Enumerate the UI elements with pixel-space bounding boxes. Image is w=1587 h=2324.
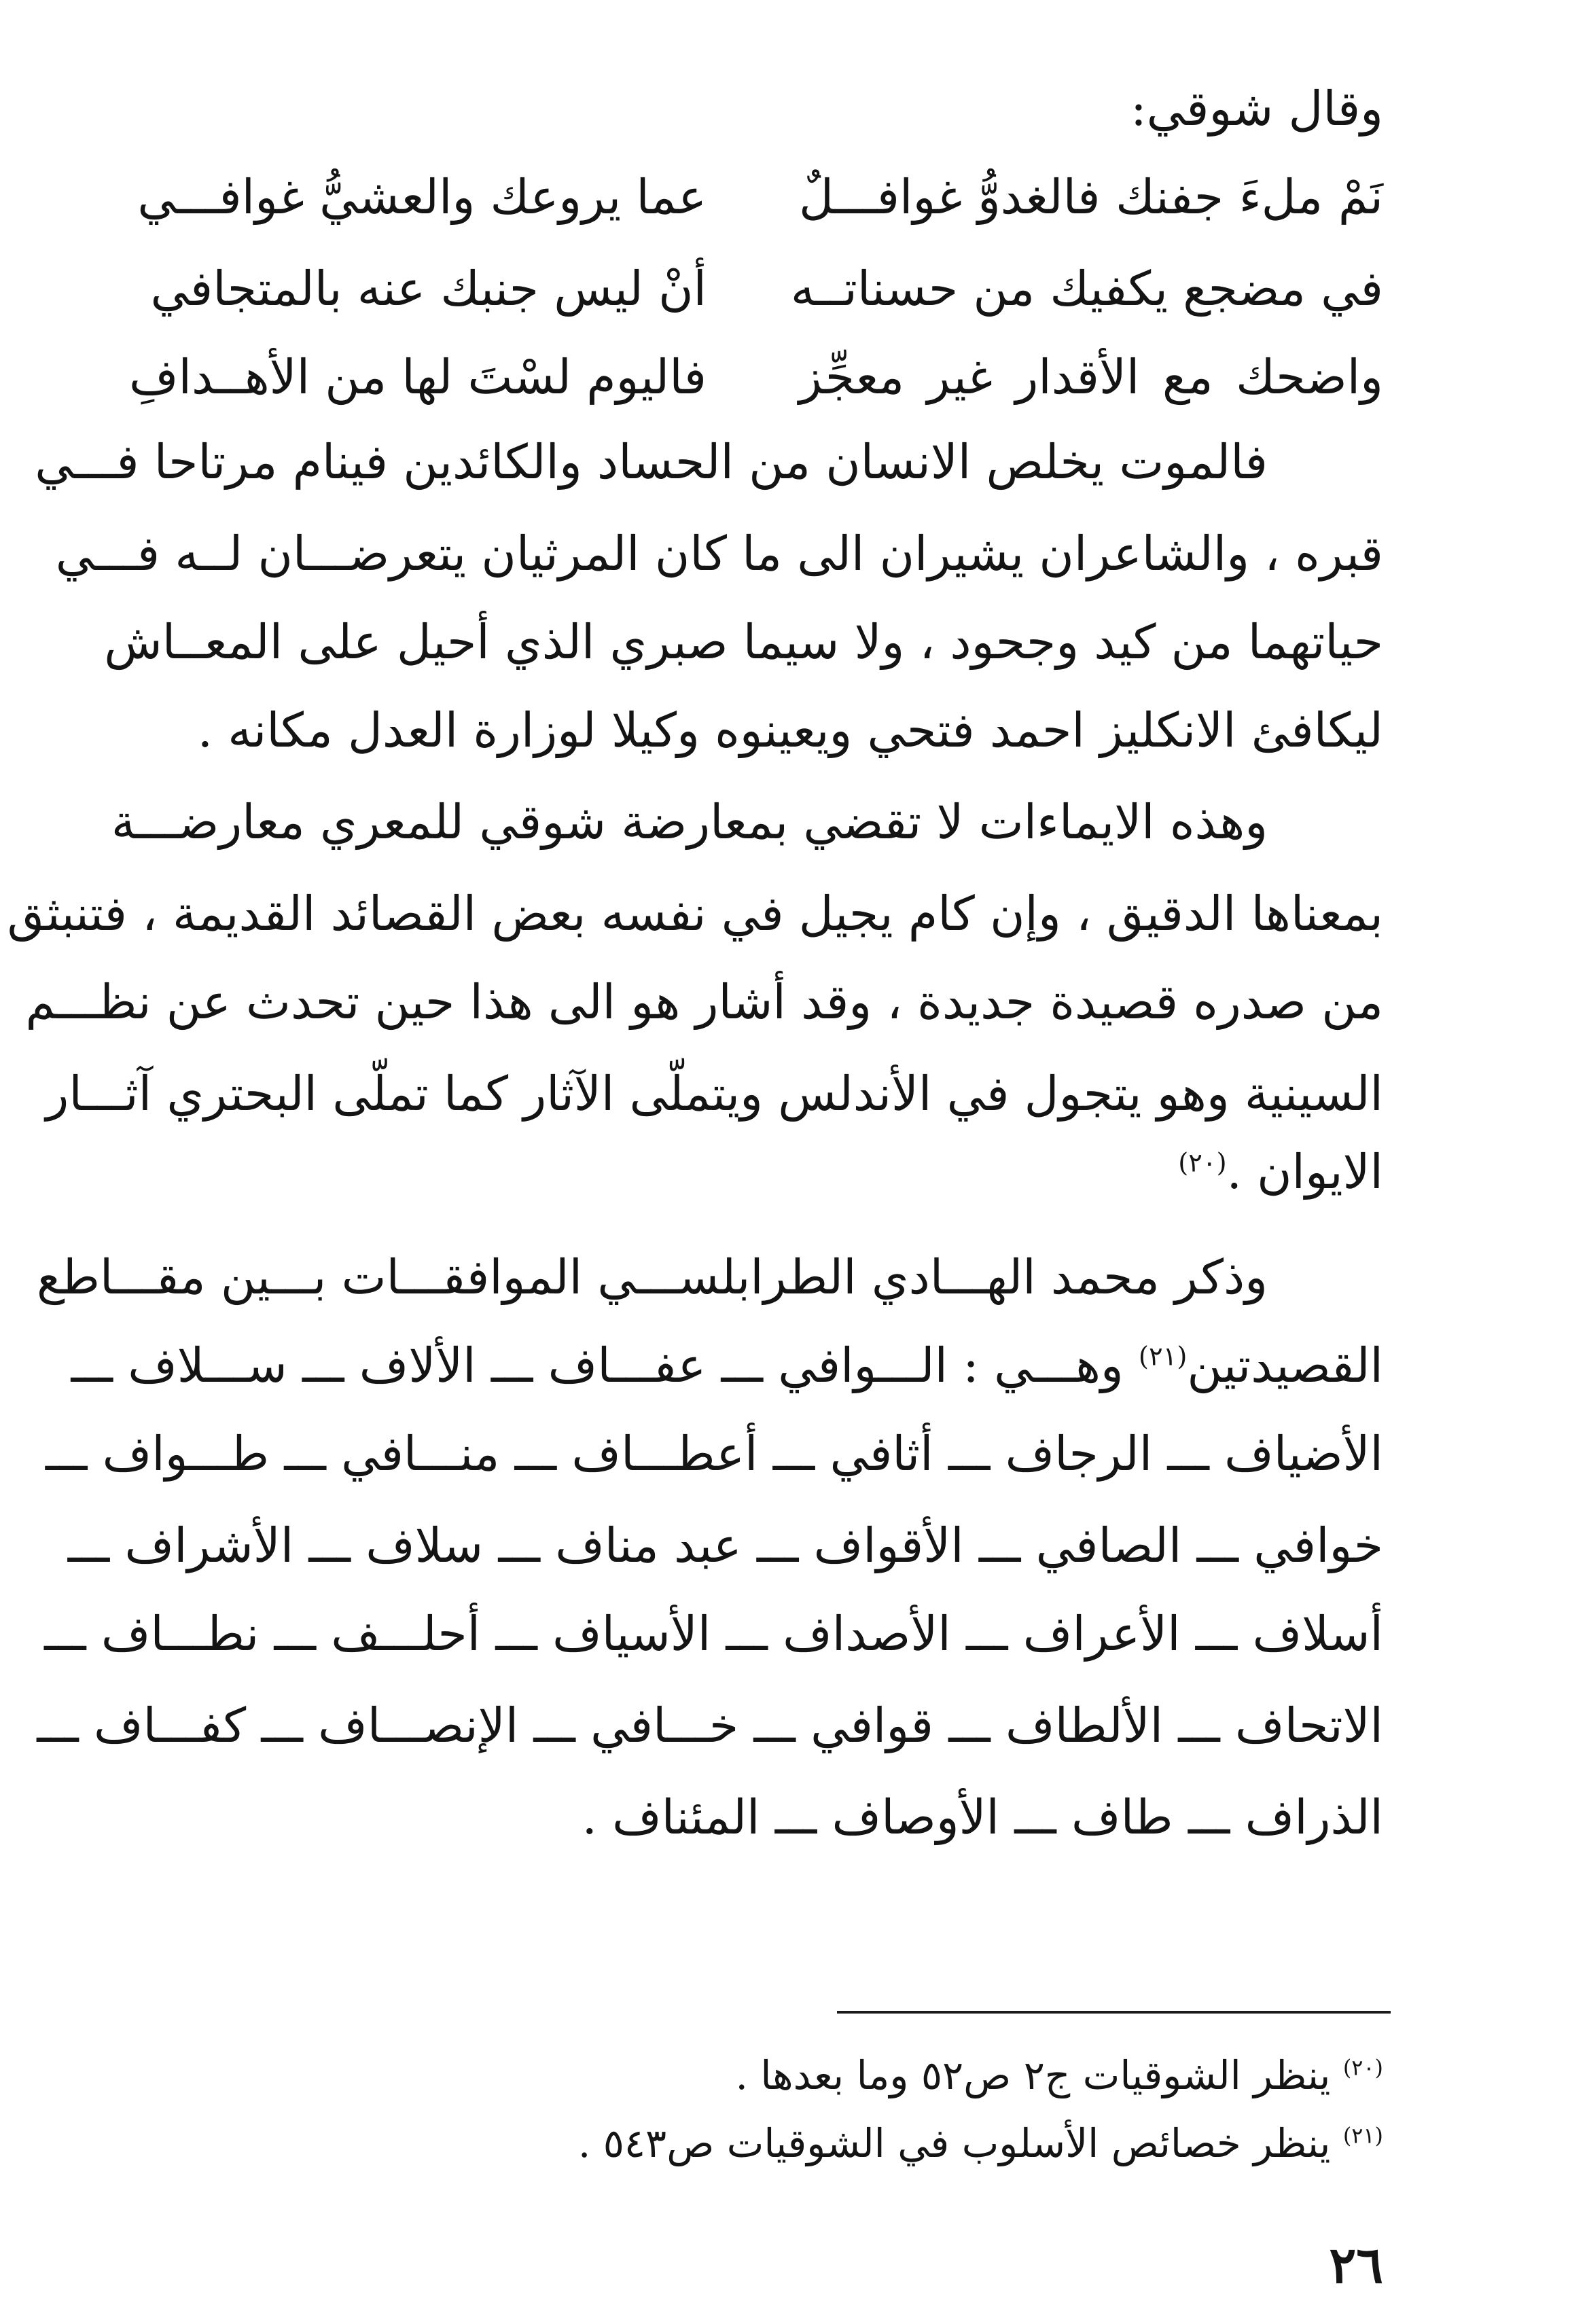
- page-number: ٢٦: [1329, 2236, 1383, 2295]
- verse-second-hemistich: أنْ ليس جنبك عنه بالمتجافي: [150, 261, 707, 317]
- paragraph-line: قبره ، والشاعران يشيران الى ما كان المرثيان يتعرضـــان لــه فـــي: [55, 526, 1383, 582]
- paragraph-line: الاتحاف ـــ الألطاف ـــ قوافي ـــ خـــافي ـــ الإنصـــاف ـــ كفـــاف ـــ: [37, 1698, 1383, 1753]
- paragraph-line: السينية وهو يتجول في الأندلس ويتملّى الآثار كما تملّى البحتري آثـــار: [46, 1066, 1383, 1122]
- verse-second-hemistich: فاليوم لسْتَ لها من الأهــدافِ: [128, 349, 707, 405]
- footnote-marker: (٢١): [1342, 2122, 1383, 2149]
- footnote-marker: (٢٠): [1342, 2054, 1383, 2081]
- footnote-ref-20: (٢٠): [1178, 1147, 1227, 1179]
- poem-intro: وقال شوقي:: [1130, 81, 1383, 137]
- verse-first-hemistich: في مضجع يكفيك من حسناتــه: [790, 261, 1383, 317]
- footnote-ref-21: (٢١): [1138, 1341, 1188, 1372]
- verse-1: [137, 160, 1383, 234]
- footnote-text: ينظر خصائص الأسلوب في الشوقيات ص٥٤٣ .: [577, 2120, 1343, 2166]
- paragraph-line: [177, 1138, 1383, 1206]
- paragraph-line: أسلاف ـــ الأعراف ـــ الأصداف ـــ الأسياف ـــ أحلـــف ـــ نطـــاف ـــ: [44, 1606, 1383, 1662]
- paragraph-text: القصيدتين: [1187, 1338, 1383, 1393]
- paragraph-line: [71, 1331, 1383, 1399]
- paragraph-line: خوافي ـــ الصافي ـــ الأقواف ـــ عبد مناف ـــ سلاف ـــ الأشراف ـــ: [67, 1518, 1383, 1573]
- paragraph-line: ليكافئ الانكليز احمد فتحي ويعينوه وكيلا لوزارة العدل مكانه .: [197, 702, 1383, 758]
- paragraph-line: وهذه الايماءات لا تقضي بمعارضة شوقي للمعري معارضـــة: [111, 794, 1268, 850]
- paragraph-line: من صدره قصيدة جديدة ، وقد أشار هو الى هذا حين تحدث عن نظـــم: [25, 974, 1383, 1030]
- verse-first-hemistich: نَمْ ملءَ جفنك فالغدوُّ غوافـــلٌ: [799, 169, 1383, 225]
- paragraph-line: الأضياف ـــ الرجاف ـــ أثافي ـــ أعطـــاف ـــ منـــافي ـــ طـــواف ـــ: [45, 1426, 1383, 1482]
- paragraph-line: بمعناها الدقيق ، وإن كام يجيل في نفسه بعض القصائد القديمة ، فتنبثق: [7, 886, 1383, 942]
- footnote-text: ينظر الشوقيات ج٢ ص٥٢ وما بعدها .: [735, 2052, 1343, 2098]
- paragraph-line: فالموت يخلص الانسان من الحساد والكائدين فينام مرتاحا فـــي: [35, 434, 1268, 490]
- verse-second-hemistich: عما يروعك والعشيُّ غوافـــي: [137, 169, 707, 225]
- paragraph-text: الايوان .: [1226, 1144, 1383, 1200]
- paragraph-line: الذراف ـــ طاف ـــ الأوصاف ـــ المئناف .: [582, 1789, 1383, 1845]
- paragraph-text: وهـــي : الـــوافي ـــ عفـــاف ـــ الألاف ـــ ســـلاف ـــ: [71, 1338, 1139, 1393]
- paragraph-line: وذكر محمد الهـــادي الطرابلســـي الموافقـــات بـــين مقـــاطع: [36, 1249, 1268, 1305]
- verse-first-hemistich: واضحك مع الأقدار غير معجِّز: [799, 349, 1383, 405]
- paragraph-line: حياتهما من كيد وجحود ، ولا سيما صبري الذي أحيل على المعــاش: [104, 614, 1383, 670]
- footnote-21: [578, 2116, 1383, 2170]
- verse-3: [128, 340, 1383, 414]
- footnote-20: [736, 2048, 1384, 2103]
- footnote-separator: [837, 2011, 1391, 2014]
- verse-2: [150, 251, 1383, 326]
